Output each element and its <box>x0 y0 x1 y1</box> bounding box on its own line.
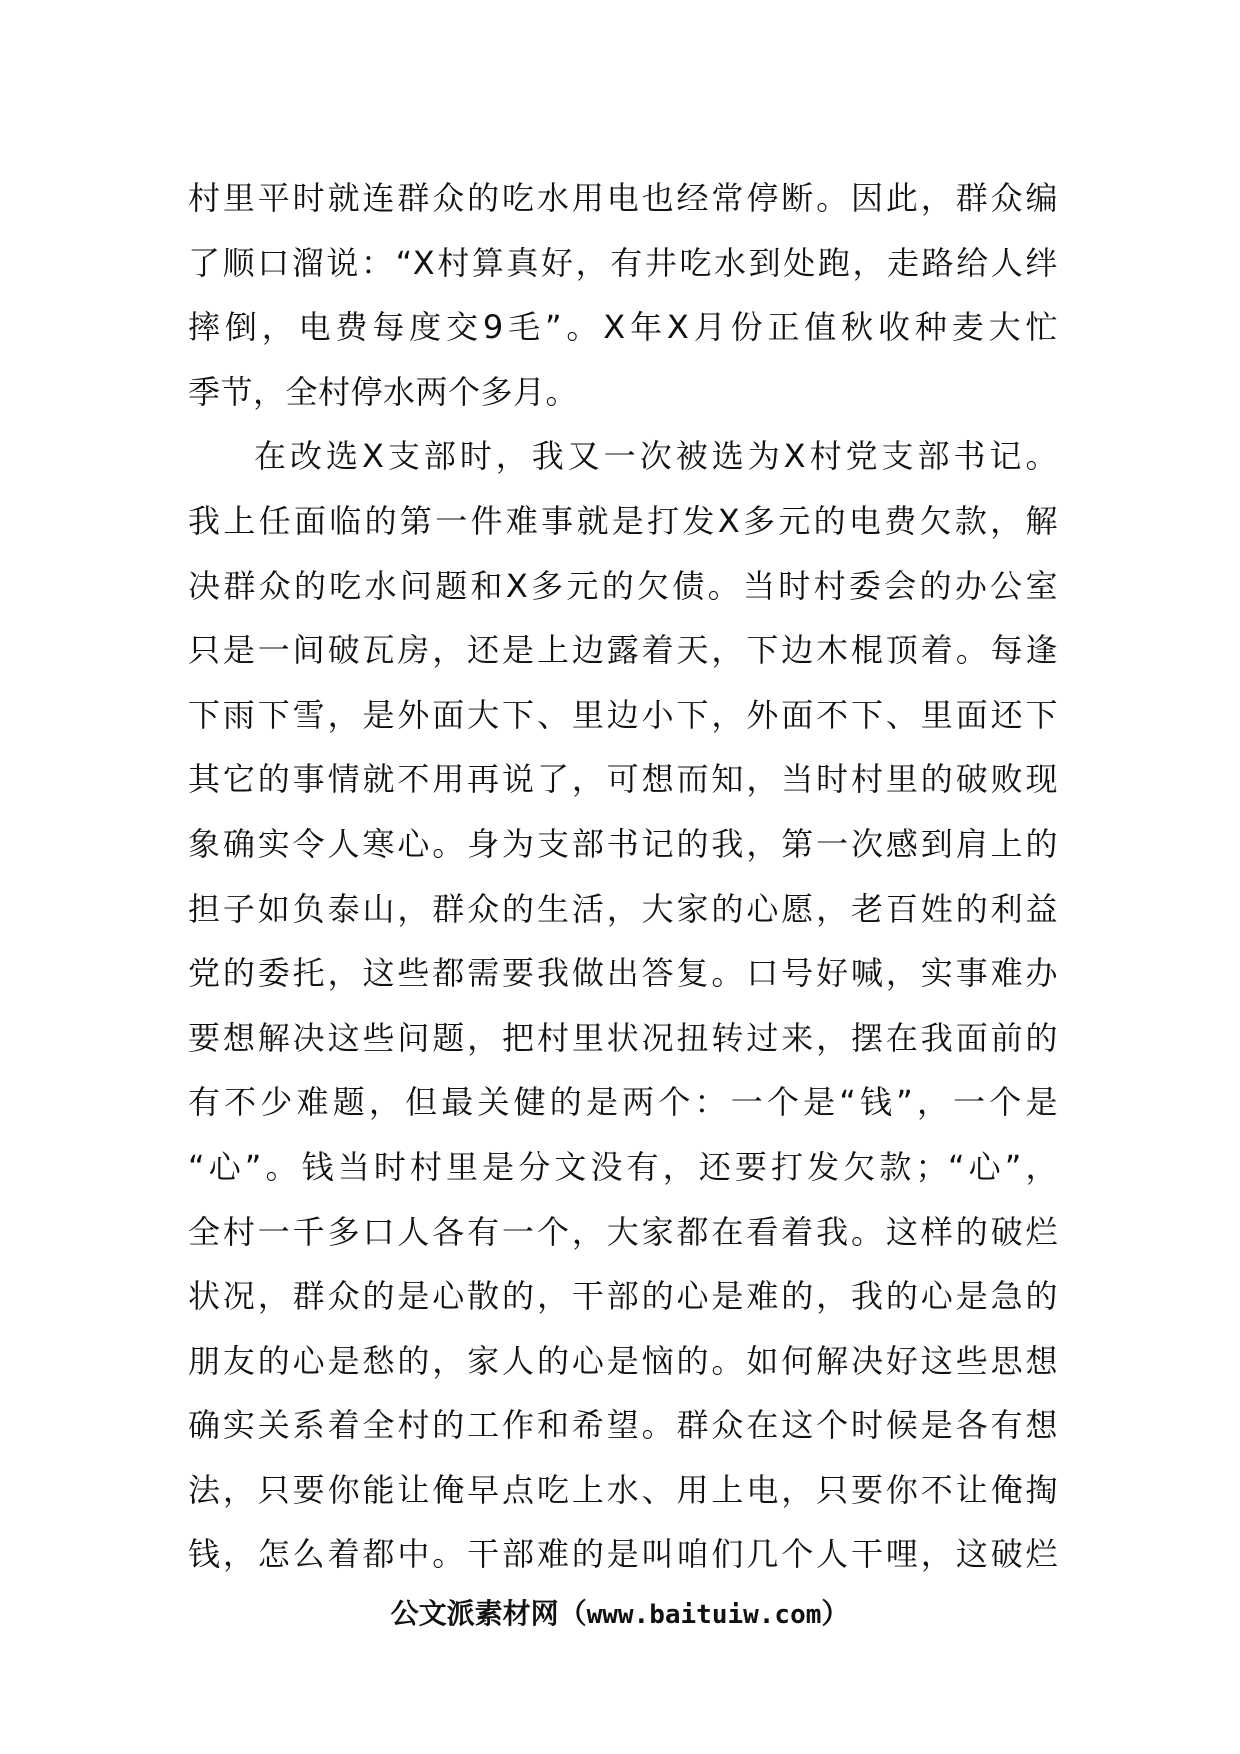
footer-watermark <box>0 1592 1240 1632</box>
text-line: 要想解决这些问题，把村里状况扭转过来，摆在我面前的 <box>188 1018 1058 1057</box>
text-line: 担子如负泰山，群众的生活，大家的心愿，老百姓的利益 <box>188 889 1058 928</box>
text-line: 决群众的吃水问题和X多元的欠债。当时村委会的办公室 <box>188 566 1058 605</box>
text-line: 只是一间破瓦房，还是上边露着天，下边木棍顶着。每逢 <box>188 631 1058 670</box>
text-line: 其它的事情就不用再说了，可想而知，当时村里的破败现 <box>188 760 1058 799</box>
text-line: 村里平时就连群众的吃水用电也经常停断。因此，群众编 <box>188 179 1058 217</box>
text-line: 季节，全村停水两个多月。 <box>188 372 579 411</box>
paragraph-first-line: 在改选X支部时，我又一次被选为X村党支部书记。 <box>254 437 1058 476</box>
text-line: 党的委托，这些都需要我做出答复。口号好喊，实事难办 <box>188 954 1058 993</box>
text-line: 有不少难题，但最关健的是两个：一个是“钱”，一个是 <box>188 1083 1058 1122</box>
text-line: 我上任面临的第一件难事就是打发X多元的电费欠款，解 <box>188 501 1058 540</box>
text-line: 全村一千多口人各有一个，大家都在看着我。这样的破烂 <box>188 1212 1058 1251</box>
footer-site-name: 公文派素材网（ <box>390 1597 587 1630</box>
text-line: 确实关系着全村的工作和希望。群众在这个时候是各有想 <box>188 1406 1058 1445</box>
text-line: “心”。钱当时村里是分文没有，还要打发欠款；“心”， <box>188 1147 1058 1186</box>
text-line: 朋友的心是愁的，家人的心是恼的。如何解决好这些思想 <box>188 1341 1058 1380</box>
footer-close-paren: ） <box>821 1597 850 1630</box>
text-line: 法，只要你能让俺早点吃上水、用上电，只要你不让俺掏 <box>188 1470 1058 1509</box>
text-line: 了顺口溜说：“X村算真好，有井吃水到处跑，走路给人绊 <box>188 243 1058 282</box>
footer-url[interactable]: www.baituiw.com <box>586 1600 822 1630</box>
text-line: 象确实令人寒心。身为支部书记的我，第一次感到肩上的 <box>188 824 1058 863</box>
body-text <box>188 166 1058 1587</box>
text-line: 钱，怎么着都中。干部难的是叫咱们几个人干哩，这破烂 <box>188 1535 1058 1574</box>
text-line: 状况，群众的是心散的，干部的心是难的，我的心是急的 <box>188 1277 1058 1316</box>
text-line: 摔倒，电费每度交9毛”。X年X月份正值秋收种麦大忙 <box>188 308 1058 347</box>
text-line: 下雨下雪，是外面大下、里边小下，外面不下、里面还下 <box>188 695 1058 734</box>
